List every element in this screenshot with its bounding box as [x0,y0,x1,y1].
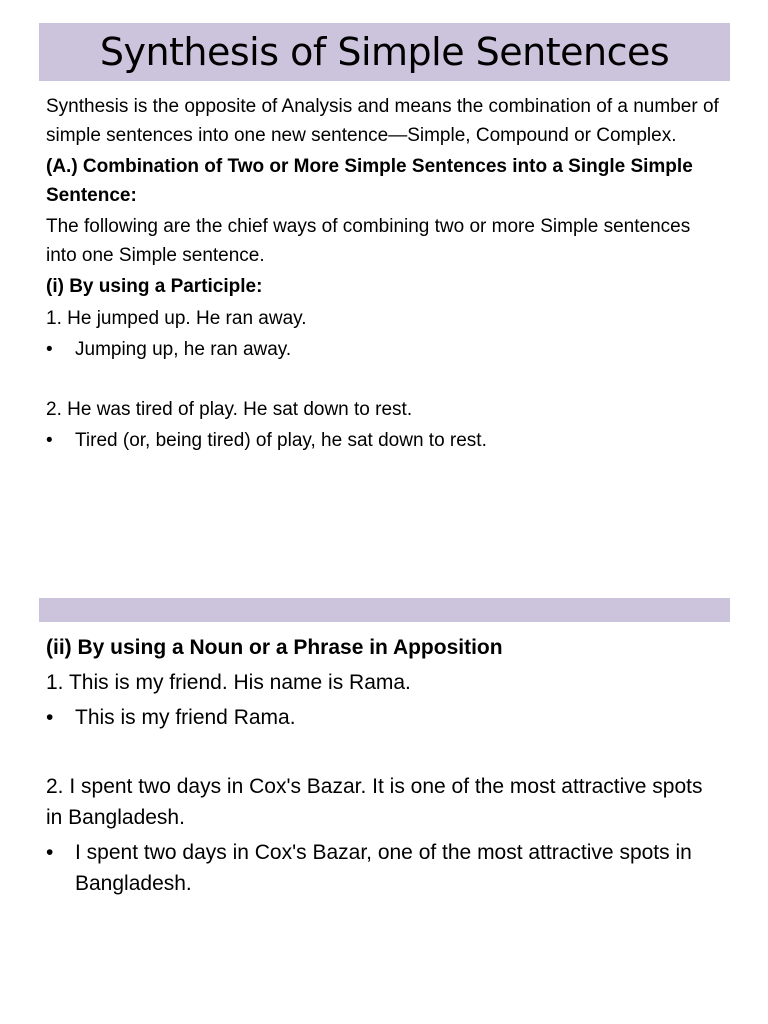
example-2-answer-item [46,837,722,899]
example-2-answer: I spent two days in Cox's Bazar, one of the most attractive spots in Bangladesh. [75,841,692,895]
paragraph-a: The following are the chief ways of combining two or more Simple sentences into one Simple sentence. [46,216,691,266]
bullet-icon: • [46,339,53,360]
slide-2-body [46,632,722,899]
heading-participle: (i) By using a Participle: [46,276,263,297]
heading-apposition: (ii) By using a Noun or a Phrase in Apposition [46,636,503,659]
bullet-icon: • [46,841,54,864]
slide-2 [0,598,768,1024]
example-1-question: 1. This is my friend. His name is Rama. [46,671,411,694]
slide-1-body [46,93,722,456]
example-2-answer-item [46,427,722,456]
heading-a: (A.) Combination of Two or More Simple Sentences into a Single Simple Sentence: [46,156,693,206]
example-2-question: 2. I spent two days in Cox's Bazar. It is one of the most attractive spots in Bangladesh. [46,775,703,829]
bullet-icon: • [46,706,54,729]
bullet-icon: • [46,430,53,451]
example-1-answer: This is my friend Rama. [75,706,296,729]
example-1-question: 1. He jumped up. He ran away. [46,307,307,329]
example-1-answer: Jumping up, he ran away. [75,339,292,360]
slide-title: Synthesis of Simple Sentences [99,30,670,74]
intro-paragraph: Synthesis is the opposite of Analysis and means the combination of a number of simple sentences into one new sentence—Simple, Compound or Complex. [46,96,719,146]
example-1-answer-item [46,336,722,365]
example-2-answer: Tired (or, being tired) of play, he sat down to rest. [75,430,487,451]
title-bar-empty [39,598,730,622]
example-1-answer-item [46,702,722,733]
title-bar [39,23,730,81]
example-2-question: 2. He was tired of play. He sat down to rest. [46,398,413,420]
